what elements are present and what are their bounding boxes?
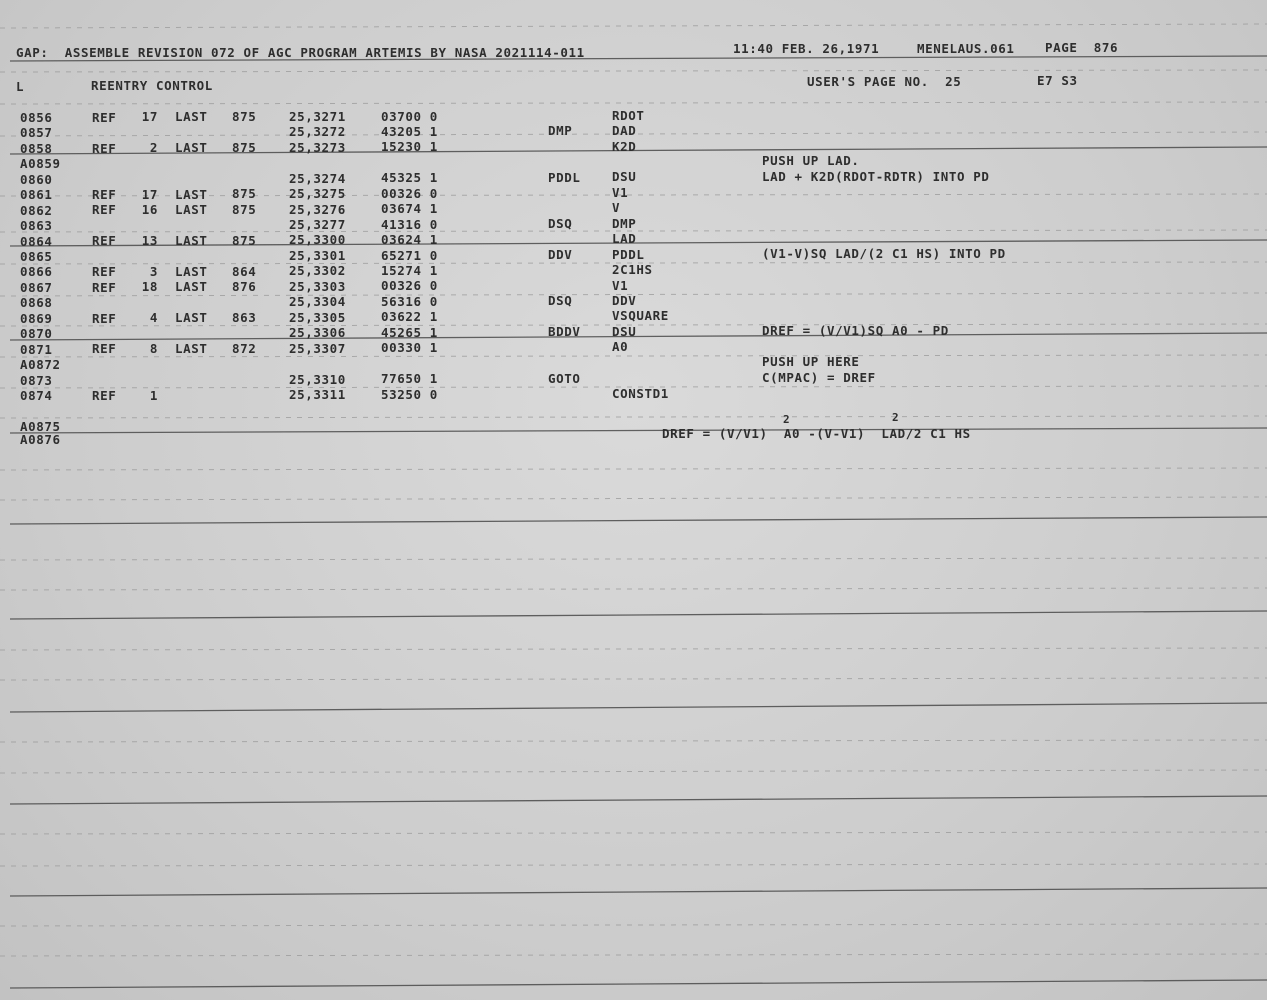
row-line-number: 0870 (20, 326, 53, 342)
row-comment: (V1-V)SQ LAD/(2 C1 HS) INTO PD (762, 246, 1006, 261)
row-octal-word: 41316 0 (381, 216, 438, 232)
row-ref-label: REF (92, 264, 117, 280)
row-last-label: LAST (175, 109, 208, 125)
row-operand: VSQUARE (612, 308, 669, 324)
row-comment: DREF = (V/V1)SQ A0 - PD (762, 323, 949, 339)
row-octal-word: 00326 0 (381, 185, 438, 201)
row-ref-number: 8 (149, 341, 158, 357)
row-address: 25,3273 (289, 139, 346, 155)
row-address: 25,3305 (289, 309, 346, 325)
row-address: 25,3275 (289, 186, 346, 202)
row-address: 25,3301 (289, 247, 346, 263)
row-octal-word: 03674 1 (381, 201, 438, 217)
section-title: REENTRY CONTROL (91, 78, 213, 93)
row-last-number: 863 (232, 309, 257, 325)
row-octal-word: 45265 1 (381, 324, 438, 340)
row-ref-label: REF (92, 279, 117, 295)
row-last-number: 872 (232, 340, 257, 356)
row-last-number: 875 (232, 186, 257, 202)
row-line-number: 0867 (20, 279, 53, 295)
listing-source: MENELAUS.061 (917, 41, 1015, 56)
row-address: 25,3277 (289, 217, 346, 232)
row-line-number: 0871 (20, 341, 53, 357)
row-comment: C(MPAC) = DREF (762, 369, 876, 385)
row-line-number: 0856 (20, 109, 53, 125)
row-last-number: 875 (232, 109, 257, 125)
row-ref-label: REF (92, 186, 117, 202)
row-ref-label: REF (92, 140, 117, 156)
row-address: 25,3304 (289, 294, 346, 310)
row-line-number: 0873 (20, 372, 53, 388)
row-octal-word: 53250 0 (381, 386, 438, 402)
row-address: 25,3274 (289, 170, 346, 186)
row-octal-word: 45325 1 (381, 170, 438, 186)
row-line-number: 0868 (20, 295, 53, 311)
row-line-number: 0869 (20, 310, 53, 326)
row-ref-number: 3 (149, 263, 158, 279)
row-octal-word: 03622 1 (381, 309, 438, 325)
row-operand: DDV (612, 293, 637, 308)
row-last-number: 875 (232, 201, 257, 217)
row-ref-label: REF (92, 310, 117, 326)
row-octal-word: 15274 1 (381, 263, 438, 278)
row-ref-label: REF (92, 341, 117, 357)
row-last-number: 876 (232, 279, 257, 294)
row-line-number: 0863 (20, 218, 53, 234)
row-opcode: BDDV (548, 324, 581, 340)
footer-line-a0875: A0875 (20, 419, 61, 434)
row-line-number: 0874 (20, 388, 53, 403)
row-ref-number: 16 (141, 202, 158, 218)
row-octal-word: 43205 1 (381, 123, 438, 139)
row-address: 25,3307 (289, 340, 346, 356)
row-operand: V1 (612, 184, 629, 200)
row-operand: V1 (612, 277, 629, 293)
formula-exponent-2: 2 (892, 411, 900, 424)
row-octal-word: 03700 0 (381, 108, 438, 124)
row-address: 25,3272 (289, 124, 346, 140)
row-line-number: 0864 (20, 233, 53, 249)
row-ref-label: REF (92, 233, 117, 249)
row-last-label: LAST (175, 202, 208, 217)
row-address: 25,3300 (289, 232, 346, 248)
row-operand: LAD (612, 231, 637, 247)
row-opcode: DDV (548, 246, 573, 262)
row-last-label: LAST (175, 341, 208, 357)
row-operand: K2D (612, 138, 637, 154)
row-line-number: 0860 (20, 171, 53, 187)
column-l-marker: L (16, 79, 25, 94)
row-last-label: LAST (175, 310, 208, 326)
row-opcode: GOTO (548, 370, 581, 386)
row-ref-number: 1 (149, 387, 158, 403)
row-address: 25,3306 (289, 325, 346, 341)
row-octal-word: 00330 1 (381, 340, 438, 356)
row-last-number: 875 (232, 232, 257, 248)
row-octal-word: 03624 1 (381, 232, 438, 248)
row-line-number: 0858 (20, 140, 53, 156)
row-line-number: 0857 (20, 125, 53, 141)
row-address: 25,3303 (289, 278, 346, 294)
row-last-label: LAST (175, 232, 208, 248)
footer-line-a0876: A0876 (20, 432, 61, 447)
listing-datetime: 11:40 FEB. 26,1971 (733, 41, 880, 56)
row-line-number: 0866 (20, 264, 53, 280)
row-ref-label: REF (92, 109, 117, 125)
row-opcode: PDDL (548, 169, 581, 185)
row-address: 25,3302 (289, 263, 346, 279)
row-last-label: LAST (175, 140, 208, 156)
row-address: 25,3271 (289, 108, 346, 124)
row-last-label: LAST (175, 263, 208, 279)
row-line-number: A0859 (20, 156, 61, 172)
row-ref-label: REF (92, 387, 117, 403)
row-octal-word: 77650 1 (381, 371, 438, 387)
row-address: 25,3276 (289, 201, 346, 217)
formula-exponent-1: 2 (783, 413, 791, 426)
row-octal-word: 65271 0 (381, 247, 438, 263)
listing-code: E7 S3 (1037, 73, 1078, 88)
row-last-label: LAST (175, 279, 208, 295)
row-address: 25,3310 (289, 371, 346, 387)
row-line-number: 0862 (20, 202, 53, 218)
row-comment: PUSH UP LAD. (762, 153, 860, 169)
row-operand: A0 (612, 339, 629, 355)
row-octal-word: 00326 0 (381, 278, 438, 294)
row-operand: 2C1HS (612, 262, 653, 278)
row-operand: RDOT (612, 107, 645, 123)
row-comment: LAD + K2D(RDOT-RDTR) INTO PD (762, 168, 990, 184)
row-ref-number: 4 (149, 310, 158, 326)
row-ref-number: 13 (141, 233, 158, 248)
row-comment: PUSH UP HERE (762, 354, 860, 370)
row-octal-word: 56316 0 (381, 293, 438, 309)
users-page-number: USER'S PAGE NO. 25 (807, 74, 962, 89)
row-line-number: A0872 (20, 357, 61, 373)
row-last-label: LAST (175, 186, 208, 202)
row-operand: DAD (612, 123, 637, 138)
row-line-number: 0865 (20, 249, 53, 264)
row-ref-number: 17 (141, 186, 158, 202)
listing-title: GAP: ASSEMBLE REVISION 072 OF AGC PROGRAM ARTEMIS BY NASA 2021114-011 (16, 45, 585, 60)
row-last-number: 875 (232, 140, 257, 155)
listing-page-number: PAGE 876 (1045, 40, 1119, 55)
row-ref-number: 18 (141, 279, 158, 295)
row-operand: DMP (612, 215, 637, 231)
row-operand: CONSTD1 (612, 385, 669, 401)
row-line-number: 0861 (20, 187, 53, 203)
row-octal-word: 15230 1 (381, 139, 438, 155)
row-opcode: DSQ (548, 216, 573, 231)
row-address: 25,3311 (289, 386, 346, 402)
row-operand: DSU (612, 169, 637, 185)
row-opcode: DSQ (548, 293, 573, 309)
row-ref-number: 17 (141, 109, 158, 125)
row-last-number: 864 (232, 263, 257, 279)
row-operand: PDDL (612, 246, 645, 262)
row-ref-number: 2 (149, 140, 158, 156)
row-operand: DSU (612, 323, 637, 339)
row-opcode: DMP (548, 123, 573, 139)
row-ref-label: REF (92, 202, 117, 218)
dref-formula: DREF = (V/V1) A0 -(V-V1) LAD/2 C1 HS (662, 426, 971, 441)
row-operand: V (612, 200, 621, 216)
